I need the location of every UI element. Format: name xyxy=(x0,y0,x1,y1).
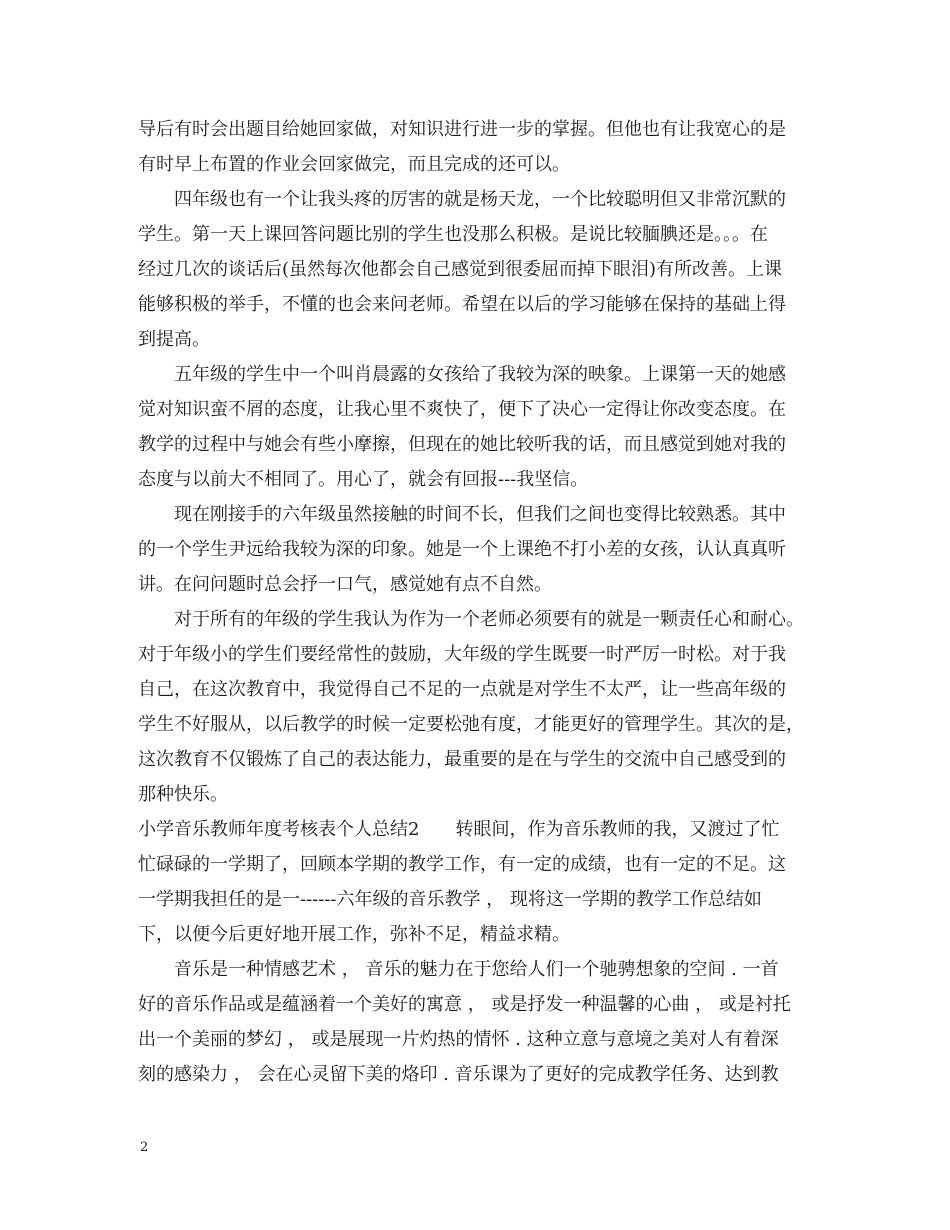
text-line: 一学期我担任的是一------六年级的音乐教学 ， 现将这一学期的教学工作总结如 xyxy=(138,889,762,910)
text-line: 讲。在问问题时总会抒一口气，感觉她有点不自然。 xyxy=(138,574,552,595)
text-line: 刻的感染力 ， 会在心灵留下美的烙印 . 音乐课为了更好的完成教学任务、达到教 xyxy=(138,1064,779,1085)
text-line: 到提高。 xyxy=(138,329,210,350)
text-line: 自己，在这次教育中，我觉得自己不足的一点就是对学生不太严，让一些高年级的 xyxy=(138,679,786,700)
text-line: 这次教育不仅锻炼了自己的表达能力，最重要的是在与学生的交流中自己感受到的 xyxy=(138,749,786,770)
text-line: 好的音乐作品或是蕴涵着一个美好的寓意 ， 或是抒发一种温馨的心曲 ， 或是衬托 xyxy=(138,994,791,1015)
text-line: 那种快乐。 xyxy=(138,784,228,805)
text-line: 的一个学生尹远给我较为深的印象。她是一个上课绝不打小差的女孩，认认真真听 xyxy=(138,539,786,560)
text-line: 学生不好服从，以后教学的时候一定要松弛有度，才能更好的管理学生。其次的是， xyxy=(138,714,804,735)
text-line: 出一个美丽的梦幻 ， 或是展现一片灼热的情怀 . 这种立意与意境之美对人有着深 xyxy=(138,1029,779,1050)
text-line: 教学的过程中与她会有些小摩擦，但现在的她比较听我的话，而且感觉到她对我的 xyxy=(138,434,786,455)
text-line: 觉对知识蛮不屑的态度，让我心里不爽快了，便下了决心一定得让你改变态度。在 xyxy=(138,399,786,420)
text-line: 四年级也有一个让我头疼的厉害的就是杨天龙，一个比较聪明但又非常沉默的 xyxy=(174,189,786,210)
text-line: 对于年级小的学生们要经常性的鼓励，大年级的学生既要一时严厉一时松。对于我 xyxy=(138,644,786,665)
text-line: 学生。第一天上课回答问题比别的学生也没那么积极。是说比较腼腆还是。。。在 xyxy=(138,224,768,245)
text-line: 经过几次的谈话后(虽然每次他都会自己感觉到很委屈而掉下眼泪)有所改善。上课 xyxy=(138,259,783,280)
text-line: 现在刚接手的六年级虽然接触的时间不长，但我们之间也变得比较熟悉。其中 xyxy=(174,504,786,525)
text-line: 导后有时会出题目给她回家做，对知识进行进一步的掌握。但他也有让我宽心的是 xyxy=(138,119,786,140)
text-line: 五年级的学生中一个叫肖晨露的女孩给了我较为深的映象。上课第一天的她感 xyxy=(174,364,786,385)
text-line: 忙碌碌的一学期了，回顾本学期的教学工作，有一定的成绩，也有一定的不足。这 xyxy=(138,854,786,875)
text-line: 有时早上布置的作业会回家做完，而且完成的还可以。 xyxy=(138,154,570,175)
section-heading-line: 小学音乐教师年度考核表个人总结2 转眼间，作为音乐教师的我，又渡过了忙 xyxy=(138,819,780,840)
text-line: 下，以便今后更好地开展工作，弥补不足，精益求精。 xyxy=(138,924,570,945)
text-line: 态度与以前大不相同了。用心了，就会有回报---我坚信。 xyxy=(138,469,589,490)
page-number: 2 xyxy=(140,1140,149,1155)
text-line: 对于所有的年级的学生我认为作为一个老师必须要有的就是一颗责任心和耐心。 xyxy=(174,609,804,630)
text-line: 音乐是一种情感艺术 ， 音乐的魅力在于您给人们一个驰骋想象的空间 . 一首 xyxy=(174,959,779,980)
text-line: 能够积极的举手，不懂的也会来问老师。希望在以后的学习能够在保持的基础上得 xyxy=(138,294,786,315)
